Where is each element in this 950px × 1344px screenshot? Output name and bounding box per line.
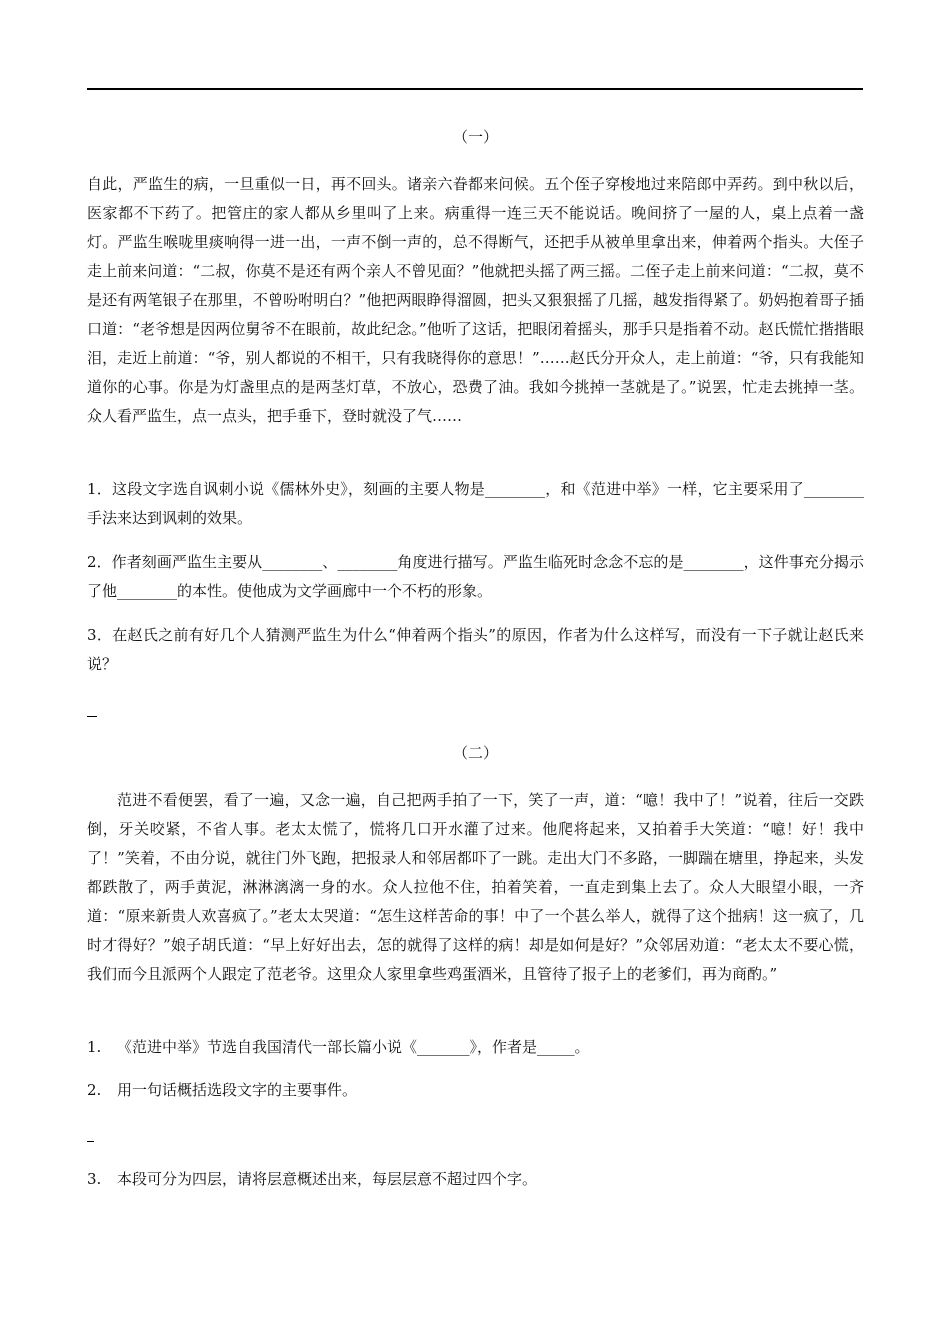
section-heading-2: （二）	[452, 744, 498, 762]
section-heading-1: （一）	[452, 128, 498, 146]
question-text: 《范进中举》节选自我国清代一部长篇小说《_______》，作者是_____。	[117, 1038, 590, 1056]
question-text: 本段可分为四层，请将层意概述出来，每层层意不超过四个字。	[117, 1170, 538, 1188]
passage-1: 自此，严监生的病，一旦重似一日，再不回头。诸亲六眷都来问候。五个侄子穿梭地过来陪郎中弄药。到中秋以后，医家都不下药了。把管庄的家人都从乡里叫了上来。病重得一连三天不能说话。晚间挤了一屋的人，桌上点着一盏灯。严监生喉咙里痰响得一进一出，一声不倒一声的，总不得断气，还把手从被单里拿出来，伸着两个指头。大侄子走上前来问道：“二叔，你莫不是还有两个亲人不曾见面？”他就把头摇了两三摇。二侄子走上前来问道：“二叔，莫不是还有两笔银子在那里，不曾吩咐明白？”他把两眼睁得溜圆，把头又狠狠摇了几摇，越发指得紧了。奶妈抱着哥子插口道：“老爷想是因两位舅爷不在眼前，故此纪念。”他听了这话，把眼闭着摇头，那手只是指着不动。赵氏慌忙揩揩眼泪，走近上前道：“爷，别人都说的不相干，只有我晓得你的意思！”……赵氏分开众人，走上前道：“爷，只有我能知道你的心事。你是为灯盏里点的是两茎灯草，不放心，恐费了油。我如今挑掉一茎就是了。”说罢，忙走去挑掉一茎。众人看严监生，点一点头，把手垂下，登时就没了气……	[87, 175, 864, 425]
question-number: 1.	[87, 1038, 102, 1056]
question-2-3	[87, 1165, 864, 1194]
question-2-2	[87, 1076, 864, 1105]
question-1-1: 1．这段文字选自讽刺小说《儒林外史》，刻画的主要人物是________，和《范进中举》一样，它主要采用了________手法来达到讽刺的效果。	[87, 480, 864, 527]
question-1-3: 3．在赵氏之前有好几个人猜测严监生为什么“伸着两个指头”的原因，作者为什么这样写，而没有一下子就让赵氏来说？	[87, 626, 864, 673]
question-number: 2.	[87, 1081, 102, 1099]
header-rule	[87, 88, 863, 90]
answer-space-marker	[87, 716, 97, 717]
question-2-1	[87, 1033, 864, 1062]
question-number: 3.	[87, 1170, 102, 1188]
question-text: 用一句话概括选段文字的主要事件。	[117, 1081, 358, 1099]
question-1-2: 2．作者刻画严监生主要从________、________角度进行描写。严监生临死时念念不忘的是________，这件事充分揭示了他________的本性。使他成为文学画廊中一个不朽的形象。	[87, 553, 864, 600]
passage-2: 范进不看便罢，看了一遍，又念一遍，自己把两手拍了一下，笑了一声，道：“噫！我中了！”说着，往后一交跌倒，牙关咬紧，不省人事。老太太慌了，慌将几口开水灌了过来。他爬将起来，又拍着手大笑道：“噫！好！我中了！”笑着，不由分说，就往门外飞跑，把报录人和邻居都吓了一跳。走出大门不多路，一脚踹在塘里，挣起来，头发都跌散了，两手黄泥，淋淋漓漓一身的水。众人拉他不住，拍着笑着，一直走到集上去了。众人大眼望小眼，一齐道：“原来新贵人欢喜疯了。”老太太哭道：“怎生这样苦命的事！中了一个甚么举人，就得了这个拙病！这一疯了，几时才得好？”娘子胡氏道：“早上好好出去，怎的就得了这样的病！却是如何是好？”众邻居劝道：“老太太不要心慌，我们而今且派两个人跟定了范老爷。这里众人家里拿些鸡蛋酒米，且管待了报子上的老爹们，再为商酌。”	[87, 791, 864, 983]
answer-space-marker	[87, 1141, 94, 1142]
